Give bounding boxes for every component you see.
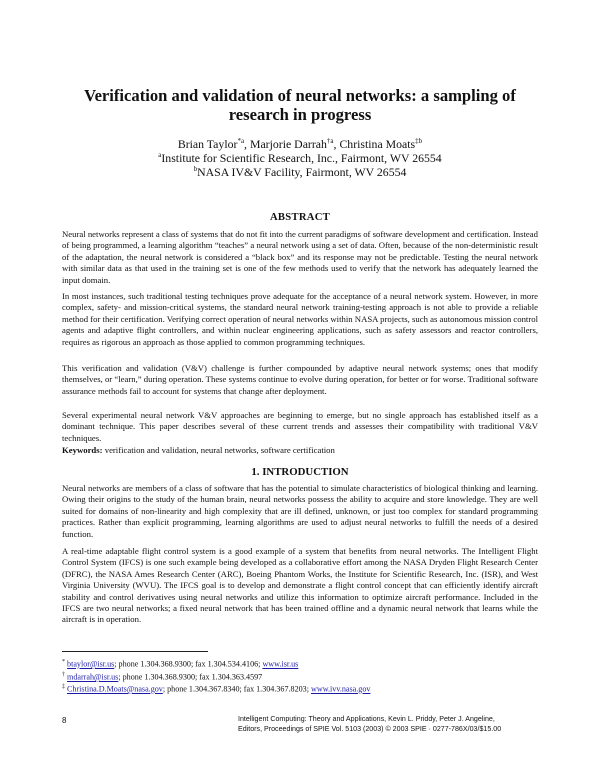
keywords-text: verification and validation, neural networks, software certification xyxy=(102,445,335,455)
proceedings-line-2: Editors, Proceedings of SPIE Vol. 5103 (2003) © 2003 SPIE · 0277-786X/03/$15.00 xyxy=(238,725,502,733)
footnote-text: ; phone 1.304.368.9300; fax 1.304.534.4106; xyxy=(114,659,263,669)
author-mark: †a xyxy=(326,137,334,145)
author-name: Marjorie Darrah xyxy=(249,136,327,151)
intro-paragraph-1: Neural networks are members of a class of software that has the potential to simulate characteristics of biological thinking and learning. Owing their origins to the study of the human brain, neural networks possess the ability to acquire and store knowledge. They are well suited for domains of non-linearity and high complexity that are ill defined, unknown, or just too complex for standard programming practices. Rather than explicit programming, learning algorithms are used to adjust neural networks to fulfill the needs of a desired function. xyxy=(62,483,538,539)
author-name: Christina Moats xyxy=(339,136,416,151)
section-heading-introduction: 1. INTRODUCTION xyxy=(251,466,349,478)
footnote-2 xyxy=(62,670,538,683)
affiliation-text: Institute for Scientific Research, Inc., Fairmont, WV 26554 xyxy=(161,150,442,165)
affiliation-text: NASA IV&V Facility, Fairmont, WV 26554 xyxy=(197,164,407,179)
footnote-mark: * xyxy=(62,659,65,665)
page-number: 8 xyxy=(62,716,67,725)
proceedings-footer xyxy=(238,714,538,734)
email-link[interactable]: mdarrah@isr.us xyxy=(67,672,119,682)
website-link[interactable]: www.isr.us xyxy=(262,659,299,669)
abstract-paragraph-4: Several experimental neural network V&V approaches are beginning to emerge, but no single approach has established itself as a dominant technique. This paper describes several of these current trends and assesses their compatibility with traditional V&V techniques. xyxy=(62,410,538,443)
footnote-text: ; phone 1.304.368.9300; fax 1.304.363.4597 xyxy=(118,672,263,682)
footnote-mark: ‡ xyxy=(62,684,65,690)
affiliation-mark: a xyxy=(158,151,162,159)
footnote-1 xyxy=(62,657,538,670)
abstract-paragraph-3: This verification and validation (V&V) challenge is further compounded by adaptive neural network systems; ones that modify themselves, or “learn,” during operation. These systems continue to evolve during operation, for better or for worse. Traditional software assurance methods fail to account for systems that change after deployment. xyxy=(62,363,538,396)
website-link[interactable]: www.ivv.nasa.gov xyxy=(311,684,371,694)
keywords-line xyxy=(62,445,538,456)
paper-title xyxy=(62,86,538,124)
keywords-label: Keywords: xyxy=(62,445,103,455)
title-line-2: research in progress xyxy=(228,105,372,124)
affiliation-b xyxy=(62,162,538,179)
author-name: Brian Taylor xyxy=(177,136,238,151)
author-mark: *a xyxy=(237,137,245,145)
author-separator: , xyxy=(244,136,250,151)
footnote-3 xyxy=(62,682,538,695)
proceedings-line-1: Intelligent Computing: Theory and Applications, Kevin L. Priddy, Peter J. Angeline, xyxy=(238,715,495,723)
affiliation-mark: b xyxy=(193,165,198,173)
abstract-heading: ABSTRACT xyxy=(269,212,331,223)
author-separator: , xyxy=(333,136,340,151)
email-link[interactable]: btaylor@isr.us xyxy=(67,659,115,669)
footnote-text: ; phone 1.304.367.8340; fax 1.304.367.8203; xyxy=(162,684,311,694)
footnote-mark: † xyxy=(62,672,65,678)
intro-paragraph-2: A real-time adaptable flight control system is a good example of a system that benefits from neural networks. The Intelligent Flight Control System (IFCS) is one such example being developed as a collaborative effort among the NASA Dryden Flight Research Center (DFRC), the NASA Ames Research Center (ARC), Boeing Phantom Works, the Institute for Scientific Research, Inc. (ISR), and West Virginia University (WVU). The IFCS goal is to develop and demonstrate a flight control concept that can efficiently identify aircraft stability and control derivatives using neural networks and utilize this information to optimize aircraft performance. Included in the IFCS are two neural networks; a fixed neural network that has been trained offline and a dynamic neural network that learns while the aircraft is in operation. xyxy=(62,546,538,625)
email-link[interactable]: Christina.D.Moats@nasa.gov xyxy=(67,684,163,694)
footnote-rule xyxy=(62,651,208,652)
author-mark: ‡b xyxy=(415,137,423,145)
abstract-paragraph-1: Neural networks represent a class of systems that do not fit into the current paradigms of software development and certification. Instead of being programmed, a learning algorithm “teaches” a neural network using a set of data. Often, because of the non-deterministic result of the adaptation, the neural network is considered a “black box” and its response may not be predictable. Testing the neural network with similar data as that used in the training set is one of the few methods used to verify that the network has adequately learned the input domain. xyxy=(62,229,538,285)
abstract-paragraph-2: In most instances, such traditional testing techniques prove adequate for the acceptance of a neural network system. However, in more complex, safety- and mission-critical systems, the standard neural network training-testing approach is not able to provide a reliable method for their certification. Verifying correct operation of neural networks within NASA projects, such as autonomous mission control agents and adaptive flight controllers, and within nuclear engineering applications, such as safety assessors and reactor controllers, requires as rigorous an approach as those applied to common programming techniques. xyxy=(62,291,538,347)
title-line-1: Verification and validation of neural networks: a sampling of xyxy=(84,86,516,105)
